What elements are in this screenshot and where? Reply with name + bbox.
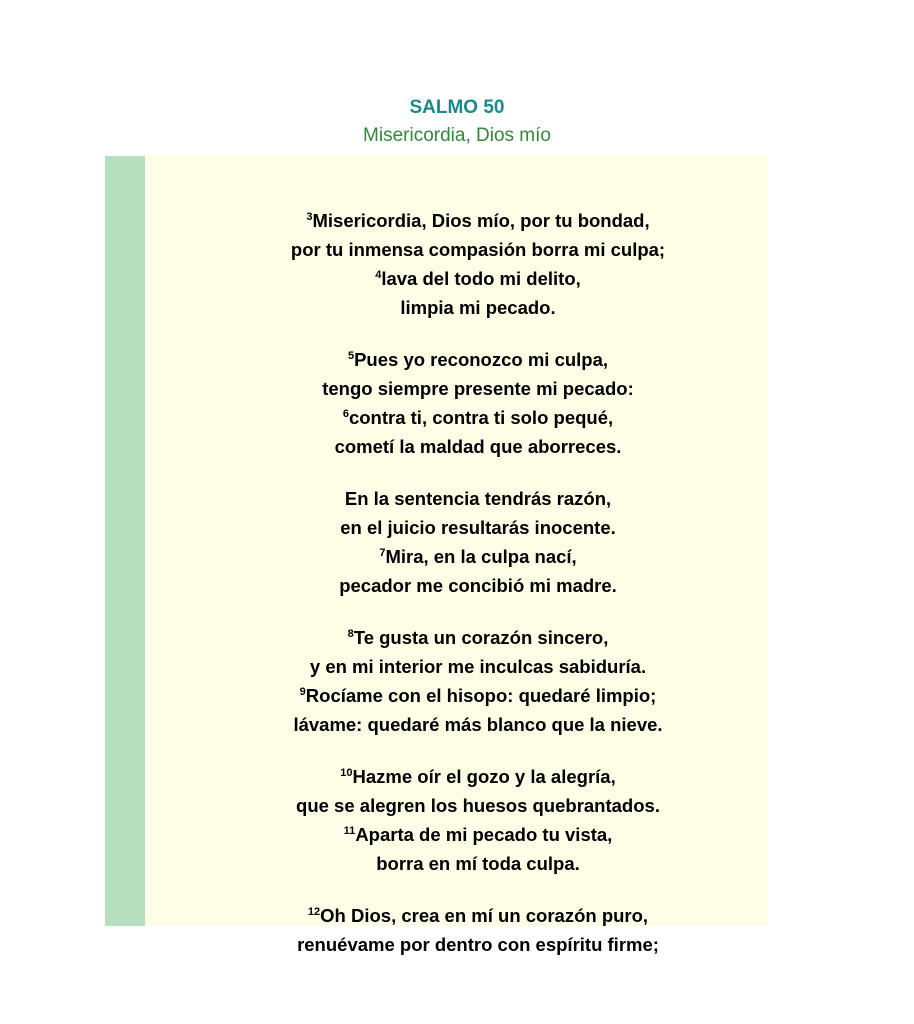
verse-text: Pues yo reconozco mi culpa, — [354, 349, 609, 370]
verse-number: 3 — [306, 211, 313, 223]
psalm-title: SALMO 50 — [409, 97, 505, 118]
verse-line — [145, 484, 811, 513]
verse-line — [145, 264, 811, 293]
verse-text: pecador me concibió mi madre. — [339, 575, 617, 596]
verse-text: cometí la maldad que aborreces. — [334, 436, 622, 457]
verse-text: tengo siempre presente mi pecado: — [322, 378, 634, 399]
verse-number: 4 — [375, 269, 382, 281]
stanza — [145, 345, 811, 461]
verse-text: Aparta de mi pecado tu vista, — [355, 824, 613, 845]
verse-text: Mira, en la culpa nací, — [385, 546, 577, 567]
psalm-header — [0, 94, 914, 150]
verse-number: 11 — [343, 825, 356, 837]
stanza — [145, 901, 811, 959]
verse-text: renuévame por dentro con espíritu firme; — [297, 934, 659, 955]
verse-text: que se alegren los huesos quebrantados. — [296, 795, 660, 816]
verse-line — [145, 762, 811, 791]
verse-text: En la sentencia tendrás razón, — [344, 488, 612, 509]
stanza — [145, 762, 811, 878]
verse-line — [145, 681, 811, 710]
stanza — [145, 623, 811, 739]
verse-text: en el juicio resultarás inocente. — [340, 517, 616, 538]
verse-text: limpia mi pecado. — [400, 297, 556, 318]
verse-line — [145, 820, 811, 849]
verse-number: 8 — [347, 628, 354, 640]
verse-text: borra en mí toda culpa. — [376, 853, 580, 874]
verse-line — [145, 345, 811, 374]
verse-number: 5 — [347, 350, 355, 362]
verse-number: 12 — [307, 906, 321, 918]
psalm-subtitle: Misericordia, Dios mío — [363, 125, 551, 146]
verse-number: 10 — [340, 767, 353, 779]
verse-text: contra ti, contra ti solo pequé, — [348, 407, 614, 428]
verse-line — [145, 791, 811, 820]
verse-line — [145, 652, 811, 681]
verse-text: Misericordia, Dios mío, por tu bondad, — [312, 210, 650, 231]
verse-line — [145, 513, 811, 542]
verse-text: Rocíame con el hisopo: quedaré limpio; — [305, 685, 657, 706]
verse-text: lava del todo mi delito, — [381, 268, 581, 289]
decorative-side-stripe — [105, 156, 145, 926]
verse-text: lávame: quedaré más blanco que la nieve. — [293, 714, 663, 735]
verse-line — [145, 901, 811, 930]
verse-text: Hazme oír el gozo y la alegría, — [352, 766, 616, 787]
verse-line — [145, 432, 811, 461]
verses-container — [145, 206, 811, 982]
verse-number: 7 — [379, 547, 386, 559]
verse-line — [145, 623, 811, 652]
verse-line — [145, 710, 811, 739]
verse-line — [145, 930, 811, 959]
verse-line — [145, 571, 811, 600]
verse-text: Oh Dios, crea en mí un corazón puro, — [320, 905, 649, 926]
verse-text: Te gusta un corazón sincero, — [353, 627, 609, 648]
verses-panel — [145, 156, 768, 955]
verse-line — [145, 849, 811, 878]
verse-number: 6 — [342, 408, 349, 420]
stanza — [145, 206, 811, 322]
verse-line — [145, 206, 811, 235]
verse-number: 9 — [299, 686, 306, 698]
verse-text: y en mi interior me inculcas sabiduría. — [309, 656, 647, 677]
verse-line — [145, 293, 811, 322]
verse-line — [145, 235, 811, 264]
stanza — [145, 484, 811, 600]
verse-text: por tu inmensa compasión borra mi culpa; — [290, 239, 666, 260]
verse-line — [145, 542, 811, 571]
verse-line — [145, 403, 811, 432]
verse-line — [145, 374, 811, 403]
